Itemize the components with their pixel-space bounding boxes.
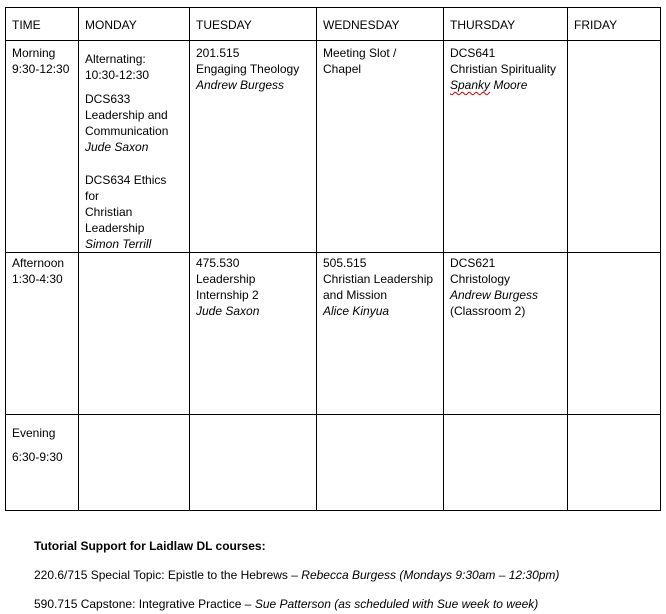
course-title: Christian Spirituality <box>450 62 557 76</box>
tutorial-item <box>34 567 559 583</box>
course-title: and Mission <box>323 288 388 302</box>
lecturer-name: Jude Saxon <box>85 140 149 154</box>
course-code: 475.530 <box>196 256 240 270</box>
time-range: 6:30-9:30 <box>12 450 63 464</box>
morning-monday-cell <box>79 41 190 253</box>
evening-wednesday-cell <box>317 415 444 511</box>
header-row <box>6 8 661 41</box>
afternoon-row <box>6 253 661 415</box>
evening-thursday-cell <box>444 415 568 511</box>
afternoon-wednesday-cell <box>317 253 444 415</box>
course-title: Internship 2 <box>196 288 259 302</box>
course-title: Leadership <box>196 272 256 286</box>
room: (Classroom 2) <box>450 304 526 318</box>
lecturer-name <box>450 77 561 93</box>
time-label: Evening <box>12 426 56 440</box>
header-wednesday: WEDNESDAY <box>317 8 444 41</box>
course-title: Leadership and <box>85 108 168 122</box>
header-friday: FRIDAY <box>568 8 661 41</box>
afternoon-tuesday-cell <box>190 253 317 415</box>
tutorial-tutor: Rebecca Burgess (Mondays 9:30am – 12:30pm) <box>301 568 560 582</box>
course-title: Christology <box>450 272 511 286</box>
time-label: Morning <box>12 46 56 60</box>
alternating-note: Alternating: <box>85 52 146 66</box>
header-time: TIME <box>6 8 79 41</box>
afternoon-monday-cell <box>79 253 190 415</box>
lecturer-last-name: Moore <box>490 78 528 92</box>
afternoon-time-cell <box>6 253 79 415</box>
morning-row <box>6 41 661 253</box>
course-code: 505.515 <box>323 256 367 270</box>
course-title: Christian Leadership <box>323 272 434 286</box>
course-title: Christian <box>85 205 133 219</box>
lecturer-name: Alice Kinyua <box>323 304 390 318</box>
afternoon-friday-cell <box>568 253 661 415</box>
tutorial-tutor: Sue Patterson (as scheduled with Sue week to week) <box>254 597 539 611</box>
morning-wednesday-cell <box>317 41 444 253</box>
meeting-slot: Meeting Slot / <box>323 46 397 60</box>
chapel: Chapel <box>323 62 362 76</box>
course-code-title: DCS634 Ethics for <box>85 173 167 203</box>
spellcheck-word: Spanky <box>450 78 491 92</box>
course-code: DCS621 <box>450 256 496 270</box>
lecturer-name: Andrew Burgess <box>196 78 285 92</box>
evening-monday-cell <box>79 415 190 511</box>
time-range: 9:30-12:30 <box>12 62 70 76</box>
course-code: DCS633 <box>85 92 131 106</box>
lecturer-name: Jude Saxon <box>196 304 260 318</box>
header-monday: MONDAY <box>79 8 190 41</box>
evening-tuesday-cell <box>190 415 317 511</box>
morning-tuesday-cell <box>190 41 317 253</box>
header-tuesday: TUESDAY <box>190 8 317 41</box>
tutorial-item <box>34 596 538 612</box>
morning-thursday-cell <box>444 41 568 253</box>
lecturer-name: Simon Terrill <box>85 237 152 251</box>
course-code: 201.515 <box>196 46 240 60</box>
course-title: Engaging Theology <box>196 62 300 76</box>
tutorial-course: 220.6/715 Special Topic: Epistle to the Hebrews – <box>34 568 302 582</box>
afternoon-thursday-cell <box>444 253 568 415</box>
evening-friday-cell <box>568 415 661 511</box>
morning-friday-cell <box>568 41 661 253</box>
course-code: DCS641 <box>450 46 496 60</box>
course-title: Communication <box>85 124 169 138</box>
timetable <box>5 7 661 511</box>
time-range: 1:30-4:30 <box>12 272 63 286</box>
morning-time-cell <box>6 41 79 253</box>
lecturer-name: Andrew Burgess <box>450 288 539 302</box>
header-thursday: THURSDAY <box>444 8 568 41</box>
alternating-time: 10:30-12:30 <box>85 68 150 82</box>
evening-row <box>6 415 661 511</box>
course-title: Leadership <box>85 221 145 235</box>
tutorial-course: 590.715 Capstone: Integrative Practice – <box>34 597 255 611</box>
tutorial-heading: Tutorial Support for Laidlaw DL courses: <box>34 539 266 553</box>
evening-time-cell <box>6 415 79 511</box>
time-label: Afternoon <box>12 256 65 270</box>
